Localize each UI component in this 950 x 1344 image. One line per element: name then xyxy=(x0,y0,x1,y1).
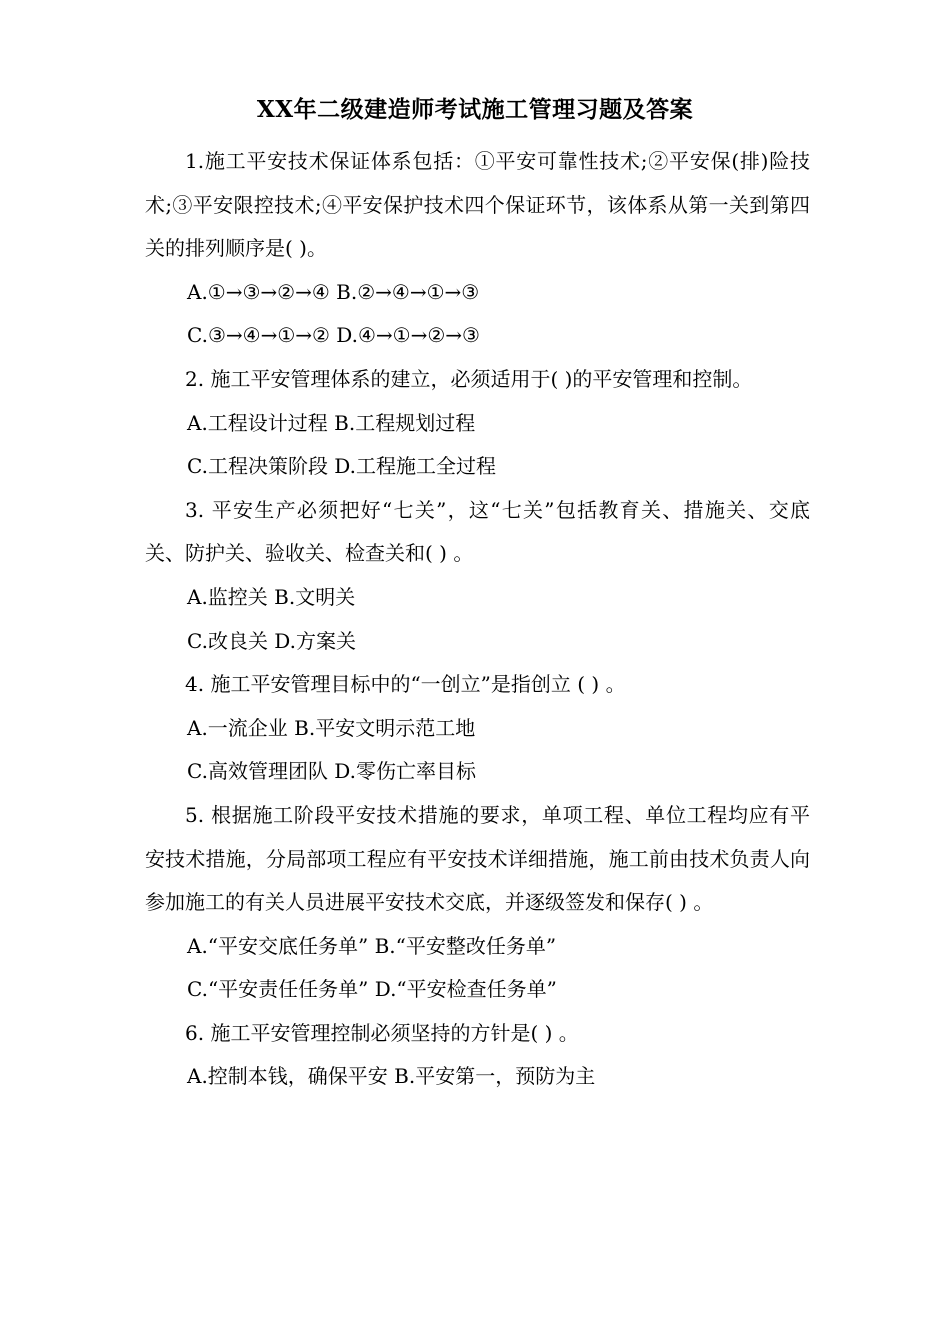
question-4-options-ab: A.一流企业 B.平安文明示范工地 xyxy=(187,715,476,740)
question-5-options-ab: A.“平安交底任务单” B.“平安整改任务单” xyxy=(187,933,557,958)
question-5-stem: 5. 根据施工阶段平安技术措施的要求，单项工程、单位工程均应有平安技术措施，分局部项工程应有平安技术详细措施，施工前由技术负责人向参加施工的有关人员进展平安技术交底，并逐级签发和保存( ) 。 xyxy=(145,802,810,915)
question-6-stem: 6. 施工平安管理控制必须坚持的方针是( ) 。 xyxy=(185,1020,579,1045)
question-1-options-cd: C.③→④→①→② D.④→①→②→③ xyxy=(187,323,480,348)
question-4-stem: 4. 施工平安管理目标中的“一创立”是指创立 ( ) 。 xyxy=(185,672,626,697)
document-title: XX年二级建造师考试施工管理习题及答案 xyxy=(256,96,694,123)
question-3-options-cd: C.改良关 D.方案关 xyxy=(187,628,356,653)
question-1-options-ab: A.①→③→②→④ B.②→④→①→③ xyxy=(187,279,480,304)
question-6-options-ab: A.控制本钱，确保平安 B.平安第一，预防为主 xyxy=(187,1064,596,1089)
question-2-options-cd: C.工程决策阶段 D.工程施工全过程 xyxy=(187,454,496,479)
question-1-stem: 1.施工平安技术保证体系包括：①平安可靠性技术;②平安保(排)险技术;③平安限控技术;④平安保护技术四个保证环节，该体系从第一关到第四关的排列顺序是( )。 xyxy=(145,149,810,261)
question-3-stem: 3. 平安生产必须把好“七关”，这“七关”包括教育关、措施关、交底关、防护关、验收关、检查关和( ) 。 xyxy=(145,497,810,566)
question-2-options-ab: A.工程设计过程 B.工程规划过程 xyxy=(187,410,476,435)
question-5-options-cd: C.“平安责任任务单” D.“平安检查任务单” xyxy=(187,977,557,1002)
question-3-options-ab: A.监控关 B.文明关 xyxy=(187,584,356,609)
question-4-options-cd: C.高效管理团队 D.零伤亡率目标 xyxy=(187,759,476,784)
document-body xyxy=(145,140,810,1099)
question-2-stem: 2. 施工平安管理体系的建立，必须适用于( )的平安管理和控制。 xyxy=(185,366,753,391)
